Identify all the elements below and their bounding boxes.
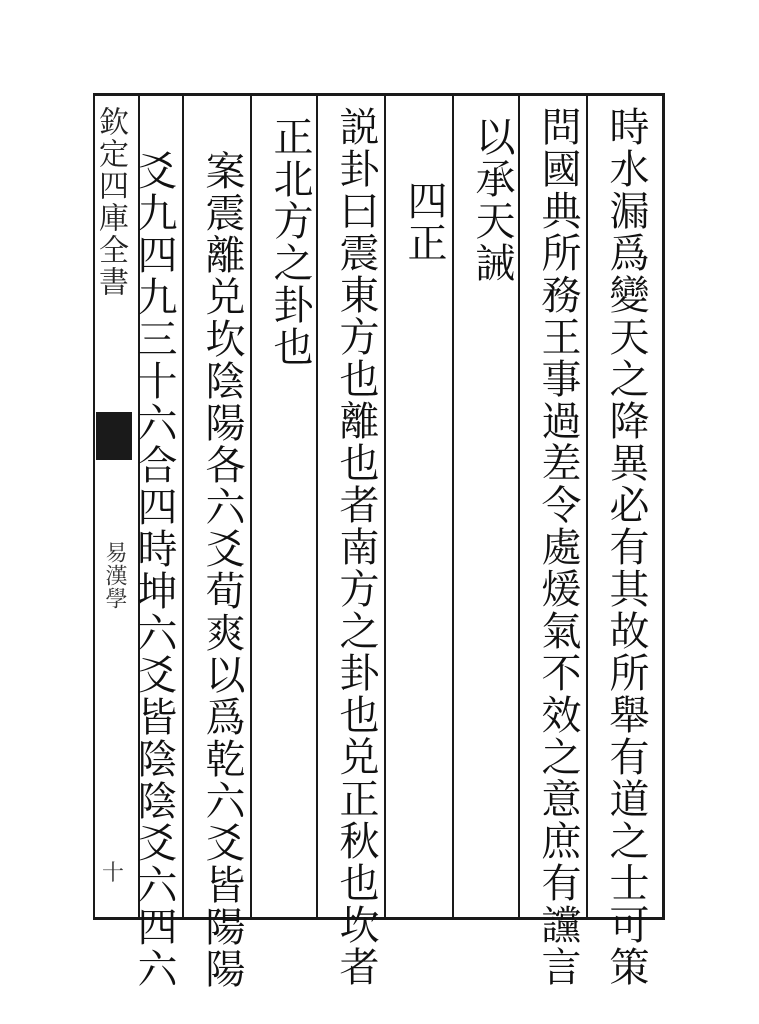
book-title: 欽定四庫全書 [93, 106, 128, 298]
text-column: 正北方之卦也 [267, 116, 313, 368]
page-number: 十 [102, 861, 125, 886]
text-column: 時水漏爲變天之降異必有其故所舉有道之士可策 [603, 106, 649, 988]
column-rule [586, 93, 588, 920]
column-rule [182, 93, 184, 920]
text-column: 説卦曰震東方也離也者南方之卦也兑正秋也坎者 [333, 106, 379, 988]
column-rule [384, 93, 386, 920]
text-column: 四正 [401, 180, 447, 264]
section-title: 易漢學 [102, 541, 127, 610]
text-column: 以承天誡 [469, 116, 515, 284]
text-column: 爻九四九三十六合四時坤六爻皆陰陰爻六四六 [131, 150, 177, 990]
column-rule [452, 93, 454, 920]
text-column: 問國典所務王事過差令處煖氣不效之意庶有讜言 [535, 106, 581, 988]
column-rule [250, 93, 252, 920]
text-column: 案震離兑坎陰陽各六爻荀爽以爲乾六爻皆陽陽 [199, 150, 245, 990]
